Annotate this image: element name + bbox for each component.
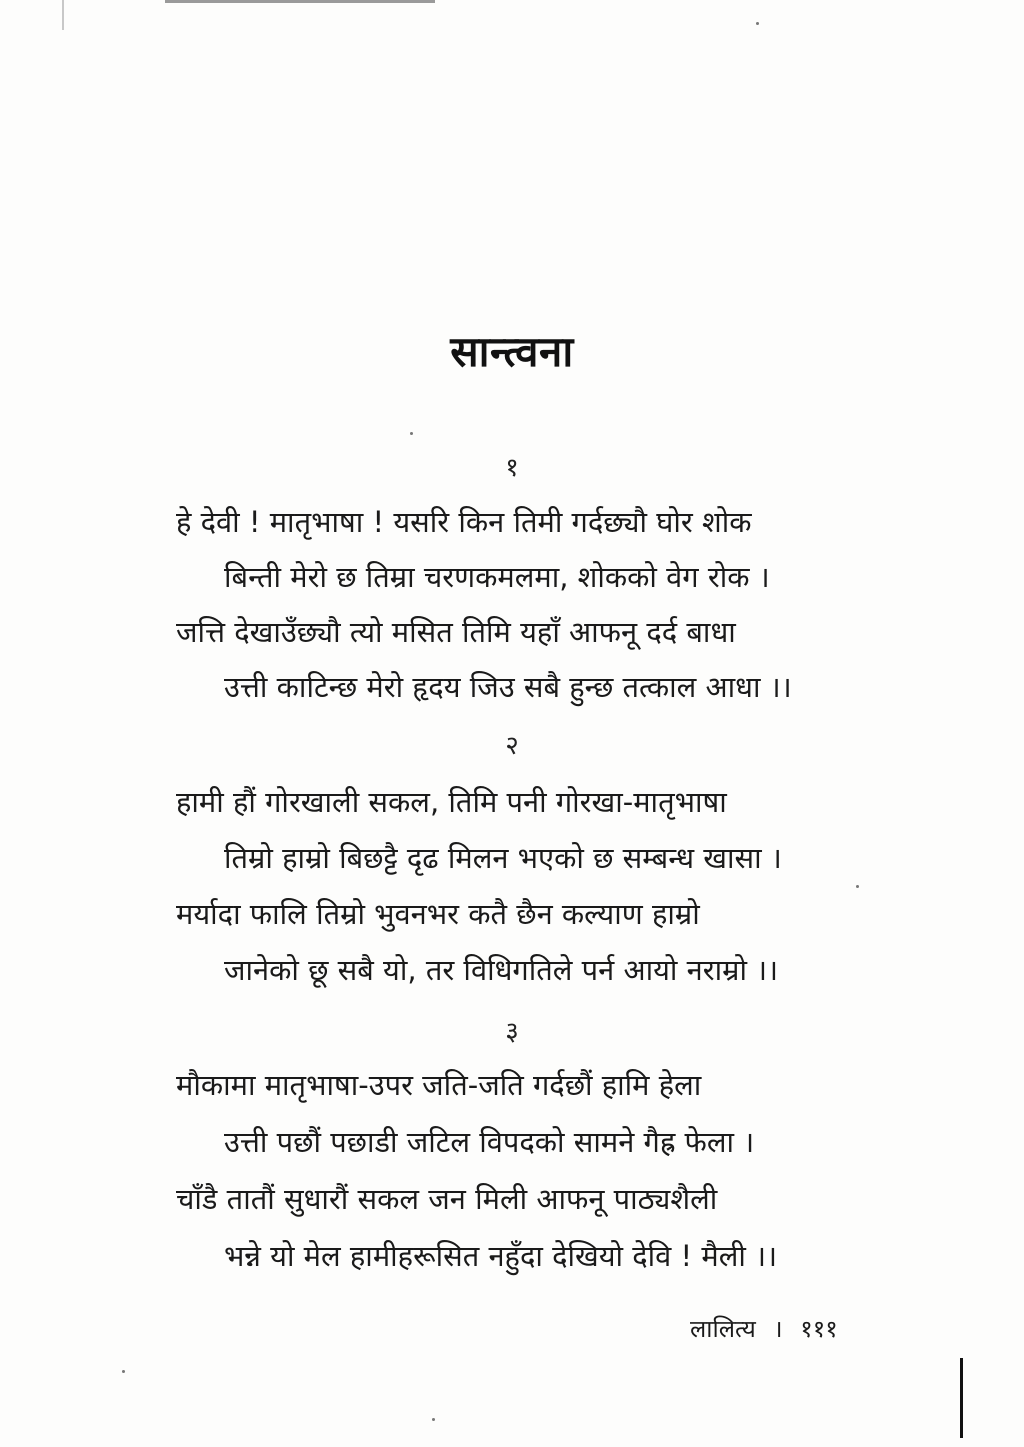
page-fold-mark [62,0,64,30]
footer-book-title: लालित्य [690,1315,756,1343]
verse-line: मौकामा मातृभाषा-उपर जति-जति गर्दछौं हामि हेला [176,1068,702,1102]
stanza-number: १ [505,453,519,483]
stanza-number: ३ [505,1017,519,1047]
scan-speck [756,22,759,25]
scan-edge-mark [960,1358,963,1438]
scan-speck [432,1418,435,1421]
verse-line: मर्यादा फालि तिम्रो भुवनभर कतै छैन कल्याण हाम्रो [176,897,700,931]
verse-line: बिन्ती मेरो छ तिम्रा चरणकमलमा, शोकको वेग रोक । [224,560,770,594]
scan-speck [410,432,413,435]
scan-speck [122,1370,125,1373]
verse-line: चाँडै तातौं सुधारौं सकल जन मिली आफनू पाठ्यशैली [176,1182,718,1216]
verse-line: हामी हौं गोरखाली सकल, तिमि पनी गोरखा-मातृभाषा [176,785,727,819]
poem-title: सान्त्वना [450,327,574,376]
verse-line: जत्ति देखाउँछ्यौ त्यो मसित तिमि यहाँ आफनू दर्द बाधा [176,615,736,649]
page-footer [690,1312,838,1345]
verse-line: तिम्रो हाम्रो बिछट्टै दृढ मिलन भएको छ सम्बन्ध खासा । [224,841,782,875]
page-number: १११ [800,1315,838,1343]
verse-line: हे देवी ! मातृभाषा ! यसरि किन तिमी गर्दछ्यौ घोर शोक [176,505,752,539]
stanza-number: २ [505,731,519,761]
scan-speck [856,885,859,888]
verse-line: उत्ती काटिन्छ मेरो हृदय जिउ सबै हुन्छ तत्काल आधा ।। [224,670,792,704]
footer-separator: । [773,1315,783,1343]
verse-line: उत्ती पछौं पछाडी जटिल विपदको सामने गैह्र फेला । [224,1125,755,1159]
verse-line: जानेको छू सबै यो, तर विधिगतिले पर्न आयो नराम्रो ।। [224,953,779,987]
top-edge-rule [165,0,435,3]
verse-line: भन्ने यो मेल हामीहरूसित नहुँदा देखियो देवि ! मैली ।। [224,1239,778,1273]
